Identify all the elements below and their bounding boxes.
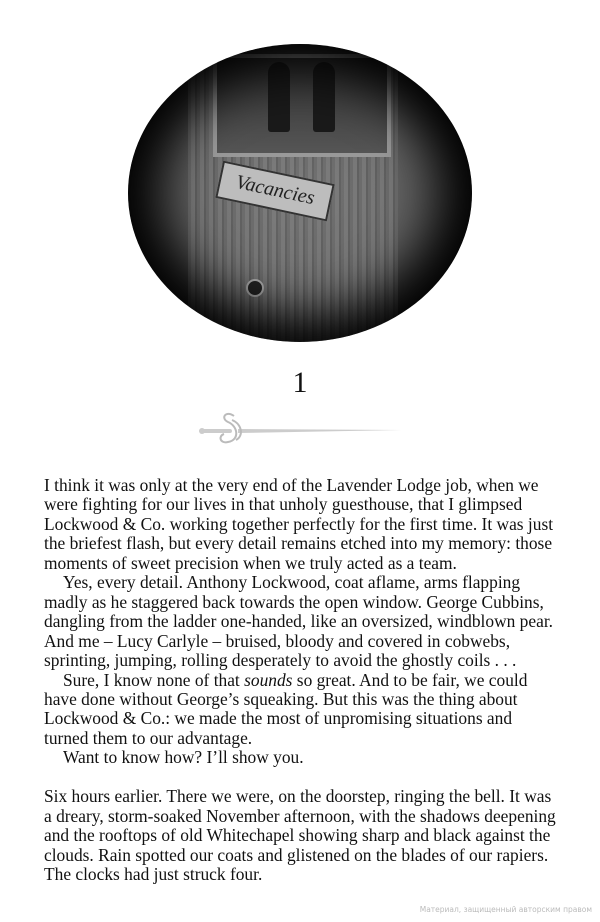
watermark: Материал, защищенный авторским правом [419, 905, 592, 914]
chapter-illustration [128, 44, 472, 342]
text-run: Sure, I know none of that [63, 669, 245, 690]
paragraph: Want to know how? I’ll show you. [63, 747, 304, 768]
paragraph [44, 671, 558, 749]
text-run: so great. And to be fair, we could have done without George’s squeaking. But this was the thing about Lockwood & Co.: we made the most of unpromising situations and turned them to our advantage. [44, 669, 528, 748]
rapier-icon [198, 408, 402, 448]
paragraph: Six hours earlier. There we were, on the doorstep, ringing the bell. It was a dreary, storm-soaked November afternoon, with the shadows deepening and the rooftops of old Whitechapel showing sharp and black against the clouds. Rain spotted our coats and glistened on the blades of our rapiers. The clocks had just struck four. [44, 786, 556, 885]
vignette [128, 44, 472, 342]
italic-text: sounds [244, 669, 293, 690]
chapter-number: 1 [292, 366, 308, 399]
paragraph: Yes, every detail. Anthony Lockwood, coat aflame, arms flapping madly as he staggered back towards the open window. George Cubbins, dangling from the ladder one-handed, like an oversized, windblown pear. And me – Lucy Carlyle – bruised, bloody and covered in cobwebs, sprinting, jumping, rolling desperately to avoid the ghostly coils . . . [44, 572, 553, 671]
vacancies-sign: Vacancies [215, 161, 334, 222]
paragraph: I think it was only at the very end of the Lavender Lodge job, when we were fighting for our lives in that unholy guesthouse, that I glimpsed Lockwood & Co. working together perfectly for the first time. It was just the briefest flash, but every detail remains etched into my memory: those moments of sweet precision when we truly acted as a team. [44, 475, 554, 573]
body-text [44, 476, 558, 885]
